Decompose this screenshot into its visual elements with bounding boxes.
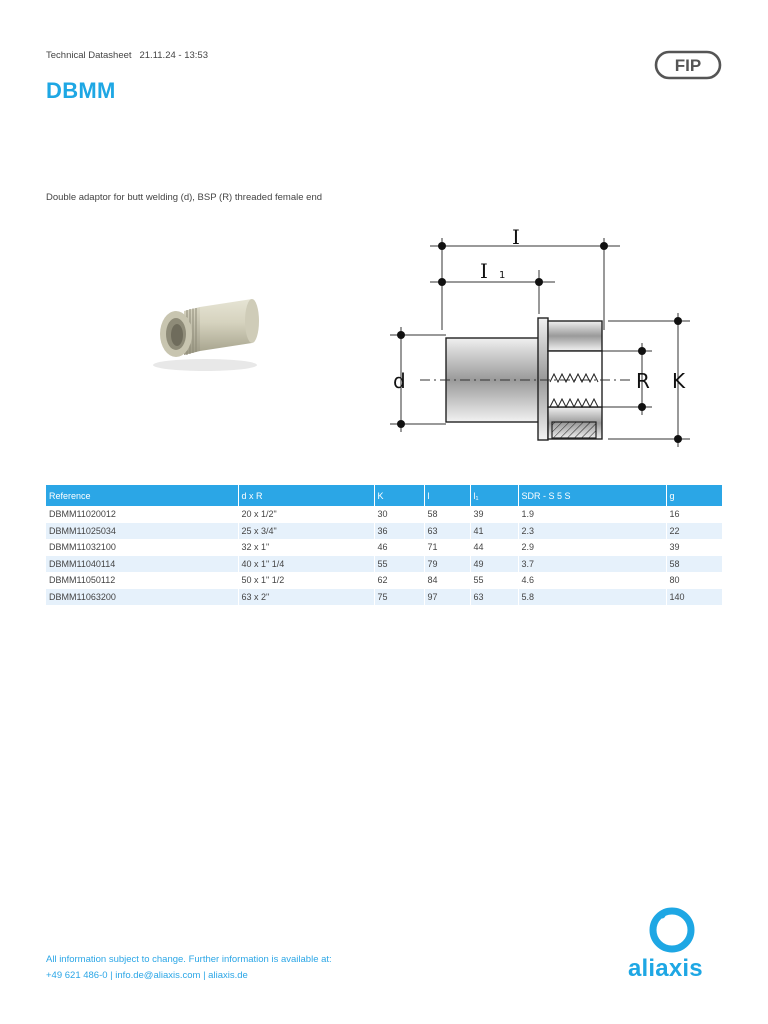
footer-contact: +49 621 486-0 | info.de@aliaxis.com | aliaxis.de [46,970,248,981]
cell-l1: 44 [470,539,518,556]
fip-logo-text: FIP [674,56,702,75]
doc-type: Technical Datasheet [46,50,132,61]
cell-sdr: 1.9 [518,506,666,523]
table-row [46,556,722,573]
technical-drawing [380,222,720,452]
spec-table [46,485,722,605]
col-header-l1: l₁ [470,485,518,506]
cell-sdr: 4.6 [518,572,666,589]
aliaxis-logo-text: aliaxis [628,955,703,982]
cell-l1: 63 [470,589,518,606]
cell-l: 97 [424,589,470,606]
cell-k: 55 [374,556,424,573]
cell-l: 71 [424,539,470,556]
col-header-l: l [424,485,470,506]
cell-reference: DBMM11020012 [49,509,116,520]
table-header-row [46,485,722,506]
product-photo [140,285,270,375]
cell-reference: DBMM11040114 [46,556,238,573]
cell-reference: DBMM11050112 [49,575,116,586]
cell-g: 80 [666,572,722,589]
col-header-g: g [666,485,722,506]
table-row [46,572,722,589]
col-header-dxr: d x R [238,485,374,506]
cell-k: 62 [374,572,424,589]
document-meta [46,50,208,61]
cell-g: 22 [666,523,722,540]
cell-reference: DBMM11032100 [49,542,116,553]
cell-reference: DBMM11063200 [46,589,238,606]
doc-timestamp: 21.11.24 - 13:53 [139,50,208,61]
cell-g: 58 [666,556,722,573]
cell-dxr: 40 x 1" 1/4 [238,556,374,573]
dim-label-k: K [672,369,686,393]
cell-sdr: 2.3 [518,523,666,540]
cell-dxr: 20 x 1/2" [238,506,374,523]
dim-label-l: I [512,225,520,249]
dim-label-l1-sub: 1 [499,270,506,281]
footer-disclaimer: All information subject to change. Further information is available at: [46,954,332,965]
cell-l: 79 [424,556,470,573]
dim-label-r: R [636,369,650,393]
page-title: DBMM [46,78,116,103]
table-row [46,589,722,606]
cell-l: 58 [424,506,470,523]
fip-logo [654,50,722,80]
col-header-k: K [374,485,424,506]
cell-l: 84 [424,572,470,589]
cell-sdr: 3.7 [518,556,666,573]
table-row [46,506,722,523]
cell-dxr: 63 x 2" [238,589,374,606]
cell-g: 39 [666,539,722,556]
cell-dxr: 50 x 1" 1/2 [238,572,374,589]
cell-sdr: 2.9 [518,539,666,556]
cell-l1: 41 [470,523,518,540]
table-row [46,539,722,556]
cell-sdr: 5.8 [518,589,666,606]
col-header-sdr: SDR - S 5 S [518,485,666,506]
cell-reference: DBMM11025034 [46,523,238,540]
footer [46,952,332,984]
cell-k: 36 [374,523,424,540]
cell-k: 46 [374,539,424,556]
col-header-reference: Reference [46,485,238,506]
cell-l1: 39 [470,506,518,523]
cell-l1: 55 [470,572,518,589]
dim-label-d: d [393,369,406,393]
dim-label-l1: I [480,259,488,283]
cell-dxr: 25 x 3/4" [238,523,374,540]
cell-g: 140 [666,589,722,606]
cell-g: 16 [666,506,722,523]
cell-k: 75 [374,589,424,606]
product-description: Double adaptor for butt welding (d), BSP (R) threaded female end [46,192,323,203]
cell-l1: 49 [470,556,518,573]
cell-l: 63 [424,523,470,540]
table-row [46,523,722,540]
cell-dxr: 32 x 1" [238,539,374,556]
cell-k: 30 [374,506,424,523]
